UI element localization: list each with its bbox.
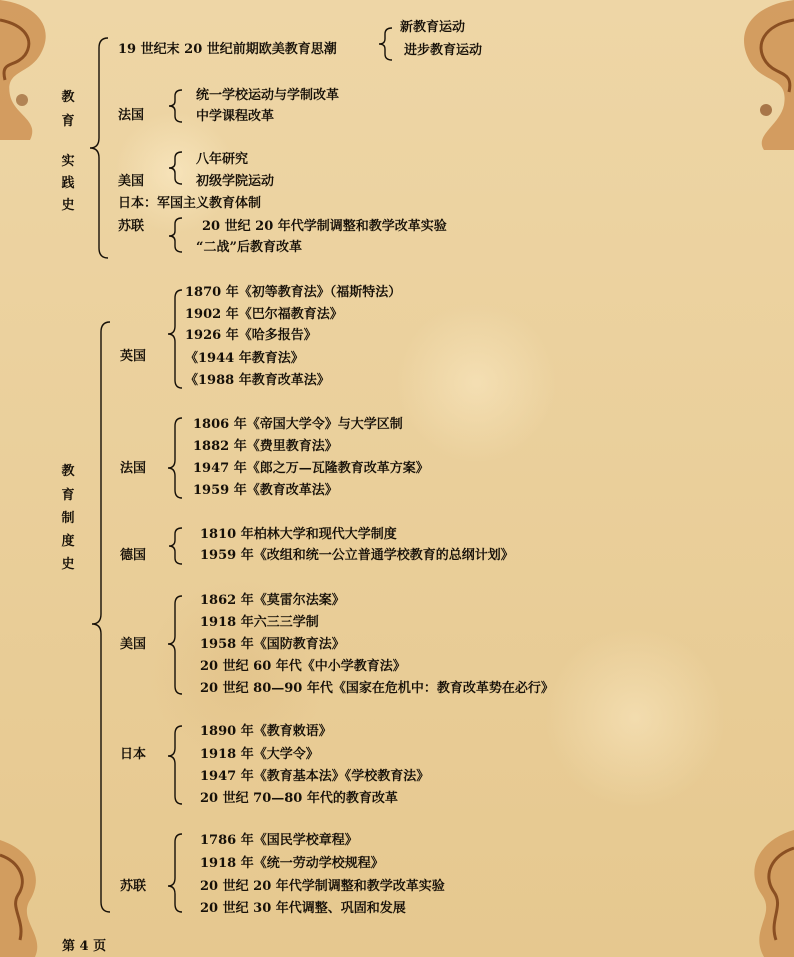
s2-item: 《1988 年教育改革法》: [185, 373, 330, 388]
s2-item: 1926 年《哈多报告》: [185, 328, 317, 343]
s1-group-name: 法国: [118, 108, 145, 123]
s2-item: 20 世纪 30 年代调整、巩固和发展: [200, 901, 406, 916]
s2-group-name: 法国: [120, 461, 147, 476]
brace-s2-g5: [168, 834, 182, 912]
section1-title-char: 践: [61, 176, 75, 191]
s1-group-name: 美国: [118, 174, 145, 189]
s1-item: 新教育运动: [400, 20, 466, 35]
s1-item: 初级学院运动: [196, 174, 275, 189]
s2-item: 1862 年《莫雷尔法案》: [200, 593, 345, 608]
s2-item: 20 世纪 60 年代《中小学教育法》: [200, 659, 406, 674]
s1-item: 中学课程改革: [196, 109, 275, 124]
s2-group-name: 英国: [120, 349, 147, 364]
s1-item: 20 世纪 20 年代学制调整和教学改革实验: [202, 219, 447, 234]
s1-group-name: 19 世纪末 20 世纪前期欧美教育思潮: [118, 42, 337, 57]
s2-item: 20 世纪 70—80 年代的教育改革: [200, 791, 398, 806]
s2-item: 20 世纪 20 年代学制调整和教学改革实验: [200, 879, 445, 894]
section1-outer-brace: [90, 38, 108, 258]
brace-s1-g1: [169, 90, 182, 122]
section1-title-char: 教: [61, 90, 75, 105]
section1-title-char: 史: [61, 198, 75, 213]
section2-title-char: 教: [61, 464, 75, 479]
section2-title-char: 制: [61, 511, 75, 526]
brace-s1-g4: [169, 218, 182, 252]
s2-item: 1947 年《郎之万—瓦隆教育改革方案》: [193, 461, 429, 476]
section2-title-char: 度: [61, 534, 75, 549]
s1-item: 统一学校运动与学制改革: [196, 88, 340, 103]
s1-item: 进步教育运动: [404, 43, 483, 58]
s1-item: 八年研究: [196, 152, 249, 167]
s2-item: 1870 年《初等教育法》（福斯特法）: [185, 285, 402, 300]
s2-group-name: 日本: [120, 747, 147, 762]
brace-s1-g0: [379, 28, 392, 60]
s2-item: 1947 年《教育基本法》《学校教育法》: [200, 769, 430, 784]
section2-outer-brace: [92, 322, 110, 912]
s2-group-name: 苏联: [120, 879, 147, 894]
section1-title-char: 实: [61, 154, 75, 169]
s2-item: 1918 年《统一劳动学校规程》: [200, 856, 384, 871]
s1-group-name: 日本：军国主义教育体制: [118, 196, 262, 211]
s2-item: 《1944 年教育法》: [185, 351, 304, 366]
page-number: 第 4 页: [62, 939, 107, 954]
s2-group-name: 德国: [120, 548, 147, 563]
s2-item: 1918 年《大学令》: [200, 747, 319, 762]
s2-item: 1890 年《教育敕语》: [200, 724, 332, 739]
s2-item: 1806 年《帝国大学令》与大学区制: [193, 417, 403, 432]
brace-s2-g2: [169, 528, 182, 564]
brace-s2-g0: [168, 290, 182, 388]
s2-item: 1959 年《教育改革法》: [193, 483, 338, 498]
brace-s2-g1: [168, 418, 182, 498]
brace-s2-g4: [168, 726, 182, 804]
s2-item: 1786 年《国民学校章程》: [200, 833, 358, 848]
s2-item: 20 世纪 80—90 年代《国家在危机中：教育改革势在必行》: [200, 681, 554, 696]
section2-title-char: 史: [61, 557, 75, 572]
s1-group-name: 苏联: [118, 219, 145, 234]
s2-item: 1810 年柏林大学和现代大学制度: [200, 527, 397, 542]
section2-title-char: 育: [61, 488, 75, 503]
s2-item: 1918 年六三三学制: [200, 615, 319, 630]
s2-item: 1902 年《巴尔福教育法》: [185, 307, 343, 322]
s2-group-name: 美国: [120, 637, 147, 652]
s2-item: 1959 年《改组和统一公立普通学校教育的总纲计划》: [200, 548, 514, 563]
section1-title-char: 育: [61, 114, 75, 129]
s2-item: 1882 年《费里教育法》: [193, 439, 338, 454]
s1-item: “二战”后教育改革: [196, 240, 302, 255]
brace-s1-g2: [169, 152, 182, 184]
brace-s2-g3: [168, 596, 182, 694]
s2-item: 1958 年《国防教育法》: [200, 637, 345, 652]
